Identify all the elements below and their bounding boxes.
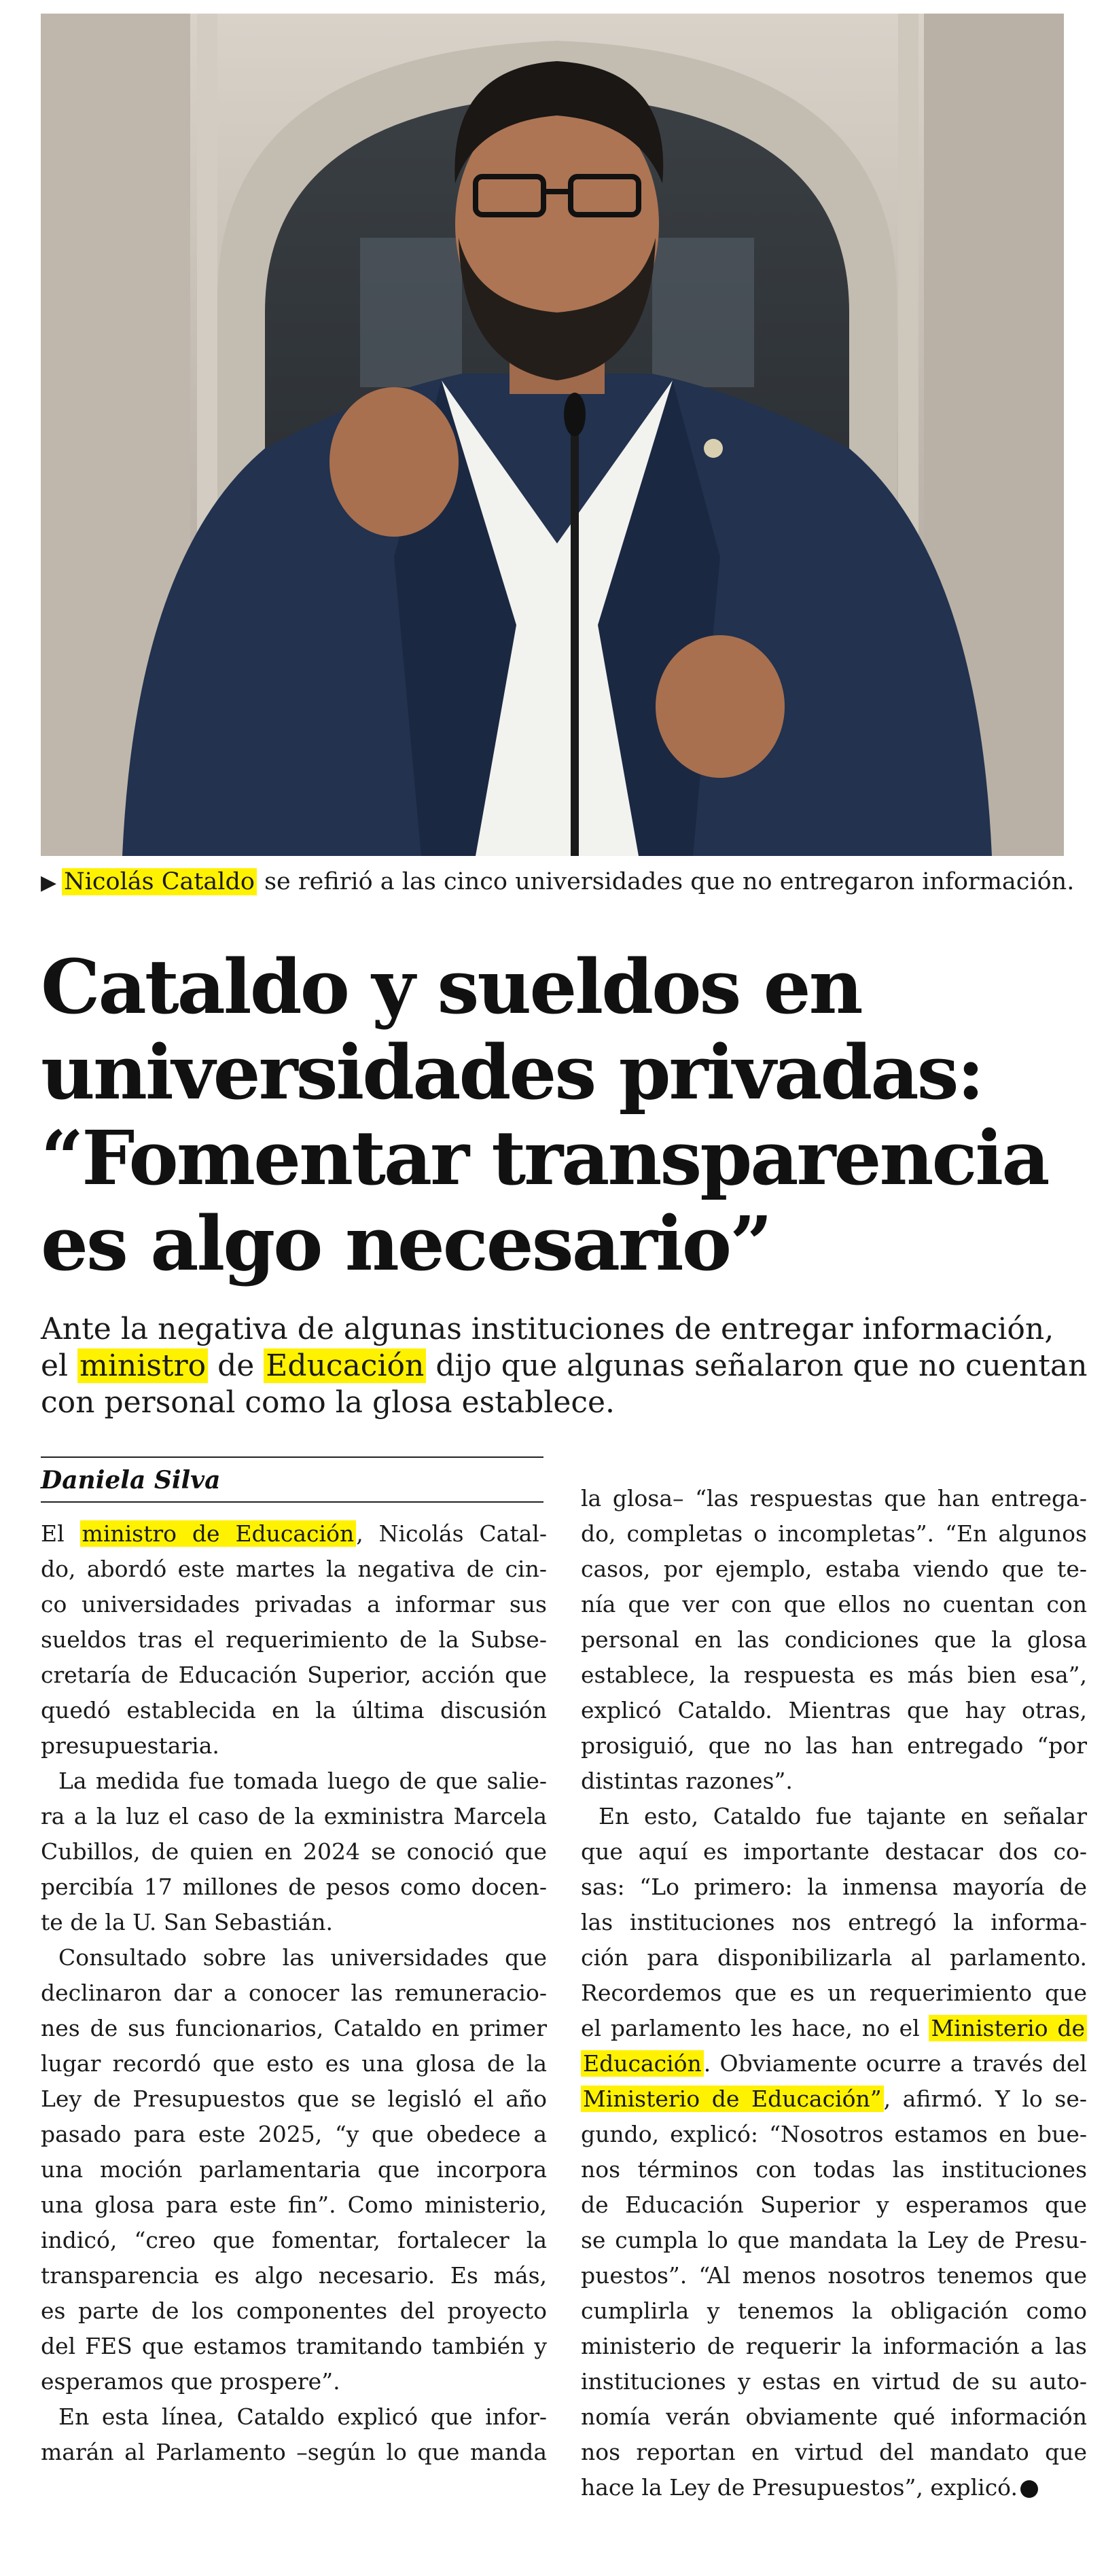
lede (41, 1311, 1088, 1421)
paragraph-line: te de la U. San Sebastián. (41, 1909, 334, 1935)
body-text: El (41, 1520, 80, 1547)
paragraph-line: prosiguió, que no las han entregado “por (581, 1732, 1087, 1759)
paragraph-line (581, 2011, 1087, 2046)
headline-line: “Fomentar transparencia (41, 1114, 1048, 1202)
paragraph-line: cumplirla y tenemos la obligación como (581, 2297, 1087, 2324)
body-text: , afirmó. Y lo se- (883, 2086, 1087, 2112)
paragraph-line: de Educación Superior y esperamos que (581, 2192, 1087, 2218)
paragraph-line (581, 2046, 1087, 2081)
body-text: . Obviamente ocurre a través del (703, 2050, 1087, 2077)
paragraph-line: que aquí es importante destacar dos co- (581, 1838, 1087, 1865)
triangle-right-icon: ▶ (41, 871, 57, 895)
body-highlight: ministro de Educación (80, 1520, 357, 1547)
photo-caption (41, 865, 1087, 899)
paragraph-line: nomía verán obviamente qué información (581, 2403, 1087, 2430)
byline-rule-top (41, 1456, 543, 1458)
paragraph-line: distintas razones”. (581, 1768, 793, 1794)
paragraph-line: presupuestaria. (41, 1732, 219, 1759)
paragraph-line: puestos”. “Al menos nosotros tenemos que (581, 2262, 1087, 2289)
paragraph-line: ción para disponibilizarla al parlamento. (581, 1944, 1087, 1971)
byline-rule-bottom (41, 1501, 543, 1503)
paragraph-line: nes de sus funcionarios, Cataldo en primer (41, 2015, 547, 2041)
paragraph-line: del FES que estamos tramitando también y (41, 2333, 547, 2359)
paragraph-line: quedó establecida en la última discusión (41, 1697, 547, 1723)
paragraph-line: una glosa para este fin”. Como ministerio, (41, 2192, 547, 2218)
paragraph-line: do, completas o incompletas”. “En algunos (581, 1520, 1087, 1547)
headline-line: Cataldo y sueldos en (41, 943, 861, 1031)
article-photo (41, 14, 1064, 856)
paragraph-line: establece, la respuesta es más bien esa”, (581, 1662, 1087, 1688)
paragraph-line: indicó, “creo que fomentar, fortalecer la (41, 2227, 547, 2253)
body-highlight: Educación (581, 2050, 704, 2077)
paragraph-line: personal en las condiciones que la glosa (581, 1626, 1087, 1653)
paragraph-line: nía que ver con que ellos no cuentan con (581, 1591, 1087, 1617)
paragraph-line (581, 2470, 1087, 2505)
lede-highlight: Educación (264, 1348, 426, 1383)
paragraph-line: En esto, Cataldo fue tajante en señalar (599, 1803, 1087, 1829)
lede-text: dijo que algunas señalaron que no cuentan (426, 1348, 1088, 1383)
body-highlight: Ministerio de Educación” (581, 2086, 884, 2112)
paragraph-line: nos reportan en virtud del mandato que (581, 2439, 1087, 2465)
paragraph-line: En esta línea, Cataldo explicó que infor- (58, 2403, 547, 2430)
lede-text: de (208, 1348, 264, 1383)
paragraph-line: Recordemos que es un requerimiento que (581, 1980, 1087, 2006)
body-column-2 (581, 1481, 1087, 2505)
lede-line (41, 1348, 1088, 1384)
paragraph-line: se cumpla lo que mandata la Ley de Presu- (581, 2227, 1087, 2253)
paragraph-line: Cubillos, de quien en 2024 se conoció que (41, 1838, 547, 1865)
paragraph-line: explicó Cataldo. Mientras que hay otras, (581, 1697, 1087, 1723)
paragraph-line: Consultado sobre las universidades que (58, 1944, 547, 1971)
paragraph-line: instituciones y estas en virtud de su auto- (581, 2368, 1087, 2395)
paragraph-line: la glosa– “las respuestas que han entrega- (581, 1485, 1087, 1511)
byline: Daniela Silva (41, 1466, 221, 1495)
body-column-1 (41, 1516, 547, 2470)
headline-line: es algo necesario” (41, 1200, 771, 1287)
paragraph-line: cretaría de Educación Superior, acción que (41, 1662, 547, 1688)
paragraph-line: percibía 17 millones de pesos como docen- (41, 1874, 547, 1900)
headline-line: universidades privadas: (41, 1028, 983, 1116)
paragraph-line: sueldos tras el requerimiento de la Subse- (41, 1626, 547, 1653)
body-highlight: Ministerio de (929, 2015, 1087, 2041)
paragraph-line: esperamos que prospere”. (41, 2368, 340, 2395)
body-text: , Nicolás Catal- (356, 1520, 547, 1547)
lede-line: con personal como la glosa establece. (41, 1385, 616, 1420)
paragraph-line: sas: “Lo primero: la inmensa mayoría de (581, 1874, 1087, 1900)
paragraph-line: es parte de los componentes del proyecto (41, 2297, 547, 2324)
paragraph-line: nos términos con todas las instituciones (581, 2156, 1087, 2183)
paragraph-line: lugar recordó que esto es una glosa de la (41, 2050, 547, 2077)
lede-text: el (41, 1348, 78, 1383)
paragraph-line: do, abordó este martes la negativa de cin- (41, 1556, 547, 1582)
paragraph-line: Ley de Presupuestos que se legisló el año (41, 2086, 547, 2112)
end-dot-icon (1020, 2480, 1038, 2498)
paragraph-line: transparencia es algo necesario. Es más, (41, 2262, 547, 2289)
paragraph-line: declinaron dar a conocer las remuneracio- (41, 1980, 547, 2006)
photo-illustration (41, 14, 1064, 856)
paragraph-line (41, 1516, 547, 1552)
headline (41, 944, 1073, 1287)
paragraph-line: gundo, explicó: “Nosotros estamos en bue- (581, 2121, 1087, 2147)
caption-name: Nicolás Cataldo (62, 868, 257, 895)
paragraph-line: pasado para este 2025, “y que obedece a (41, 2121, 547, 2147)
paragraph-line: co universidades privadas a informar sus (41, 1591, 547, 1617)
lede-highlight: ministro (77, 1348, 208, 1383)
paragraph-line: ra a la luz el caso de la exministra Marcela (41, 1803, 547, 1829)
lede-line: Ante la negativa de algunas instituciones de entregar información, (41, 1312, 1054, 1346)
body-text: hace la Ley de Presupuestos”, explicó. (581, 2474, 1018, 2501)
paragraph-line: ministerio de requerir la información a las (581, 2333, 1087, 2359)
body-text: el parlamento les hace, no el (581, 2015, 929, 2041)
paragraph-line: marán al Parlamento –según lo que manda (41, 2439, 547, 2465)
paragraph-line: las instituciones nos entregó la informa- (581, 1909, 1087, 1935)
paragraph-line: La medida fue tomada luego de que salie- (58, 1768, 547, 1794)
caption-text: se refirió a las cinco universidades que no entregaron información. (256, 868, 1075, 895)
paragraph-line: una moción parlamentaria que incorpora (41, 2156, 547, 2183)
paragraph-line (581, 2081, 1087, 2117)
paragraph-line: casos, por ejemplo, estaba viendo que te- (581, 1556, 1087, 1582)
